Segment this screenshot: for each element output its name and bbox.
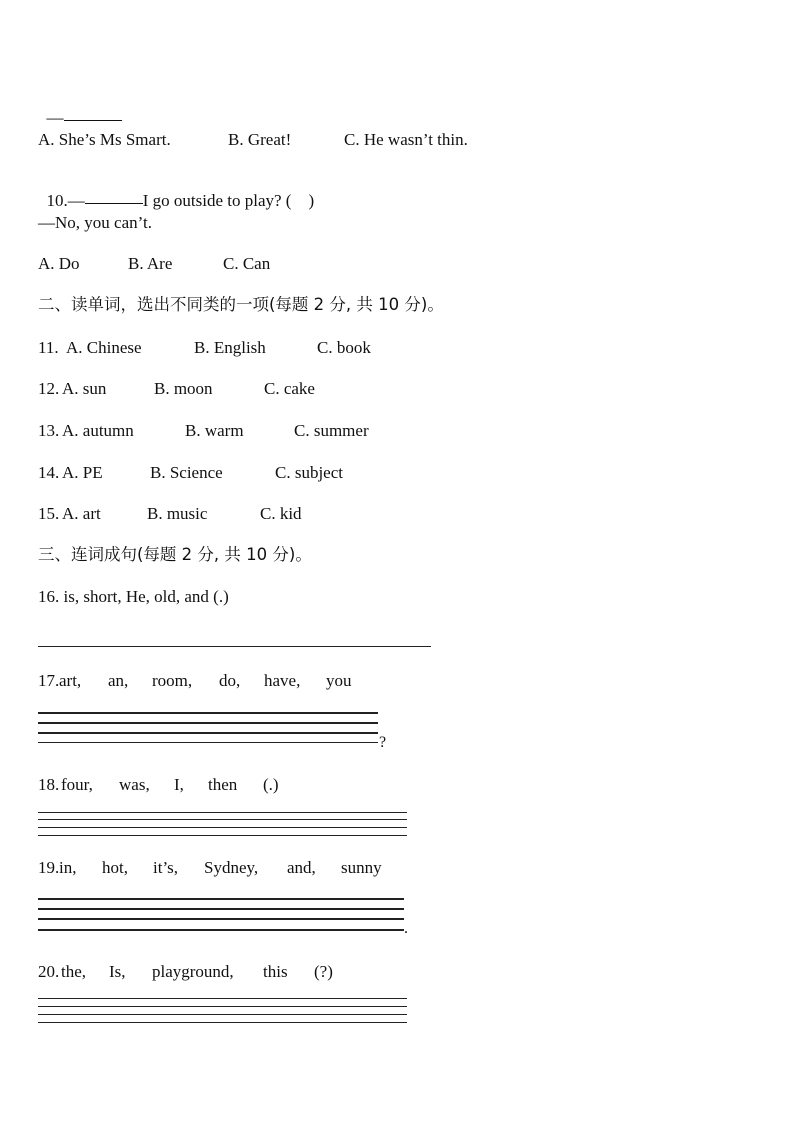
q16-prompt: 16. is, short, He, old, and (.) (38, 587, 229, 606)
q18-word: (.) (263, 775, 279, 794)
q19-word: and, (287, 858, 316, 877)
q17-answer-line[interactable] (38, 732, 378, 734)
q18-answer-line[interactable] (38, 812, 407, 813)
q17-word: room, (152, 671, 193, 690)
q17-word: you (326, 671, 352, 690)
q20-answer-line[interactable] (38, 1022, 407, 1023)
q17-word: do, (219, 671, 241, 690)
q17-answer-line[interactable] (38, 742, 378, 743)
q9-answer-line (38, 88, 122, 128)
q14-number: 14. (38, 463, 60, 482)
q10-option-b[interactable]: B. Are (128, 254, 173, 273)
q13-option-c[interactable]: C. summer (294, 421, 369, 440)
q12-option-b[interactable]: B. moon (154, 379, 213, 398)
q11-option-c[interactable]: C. book (317, 338, 371, 357)
q20-word: Is, (109, 962, 126, 981)
q17-word: art, (59, 671, 82, 690)
q19-answer-line[interactable] (38, 908, 404, 910)
section3-heading: 三、连词成句(每题 2 分, 共 10 分)。 (38, 545, 312, 564)
q18-answer-line[interactable] (38, 827, 407, 828)
q18-answer-line[interactable] (38, 819, 407, 820)
q15-option-a[interactable]: A. art (62, 504, 101, 523)
q9-option-b[interactable]: B. Great! (228, 130, 292, 149)
q19-word: it’s, (153, 858, 179, 877)
q20-prompt (38, 962, 538, 1102)
q19-word: hot, (102, 858, 128, 877)
q14-option-a[interactable]: A. PE (62, 463, 103, 482)
q11-number: 11. (38, 338, 59, 357)
q13-option-b[interactable]: B. warm (185, 421, 244, 440)
q20-word: the, (61, 962, 87, 981)
q19-word: Sydney, (204, 858, 259, 877)
section2-heading: 二、读单词，选出不同类的一项(每题 2 分, 共 10 分)。 (38, 295, 444, 314)
q17-end-mark: ? (379, 734, 387, 751)
q10-stem-text: I go outside to play? ( ) (142, 191, 315, 210)
q20-answer-line[interactable] (38, 998, 407, 999)
q13-number: 13. (38, 421, 60, 440)
q17-number: 17. (38, 671, 60, 690)
q20-word: this (263, 962, 288, 981)
q10-option-c[interactable]: C. Can (223, 254, 271, 273)
q18-word: was, (119, 775, 150, 794)
q10-blank[interactable] (85, 202, 143, 204)
q20-answer-line[interactable] (38, 1006, 407, 1007)
q10-reply: —No, you can’t. (38, 213, 152, 232)
q10-prefix: 10.— (46, 191, 85, 210)
q19-number: 19. (38, 858, 60, 877)
q19-answer-line[interactable] (38, 929, 404, 931)
q20-word: playground, (152, 962, 234, 981)
q10-options (38, 254, 638, 334)
q18-answer-line[interactable] (38, 835, 407, 836)
q14-option-b[interactable]: B. Science (150, 463, 223, 482)
q20-word: (?) (314, 962, 333, 981)
q18-word: four, (61, 775, 93, 794)
q18-word: I, (174, 775, 184, 794)
q11-option-a[interactable]: A. Chinese (66, 338, 142, 357)
q18-number: 18. (38, 775, 60, 794)
q19-word: in, (59, 858, 77, 877)
q17-word: an, (108, 671, 129, 690)
q17-answer-line[interactable] (38, 712, 378, 714)
q11-option-b[interactable]: B. English (194, 338, 266, 357)
q18-word: then (208, 775, 238, 794)
q12-number: 12. (38, 379, 60, 398)
q16-answer-line[interactable] (38, 646, 431, 647)
q13-option-a[interactable]: A. autumn (62, 421, 134, 440)
q9-option-a[interactable]: A. She’s Ms Smart. (38, 130, 171, 149)
q19-word: sunny (341, 858, 382, 877)
q20-answer-line[interactable] (38, 1014, 407, 1015)
q19-end-mark: . (404, 920, 408, 937)
q9-blank[interactable] (64, 119, 122, 121)
q19-answer-line[interactable] (38, 918, 404, 920)
q15-number: 15. (38, 504, 60, 523)
q12-option-a[interactable]: A. sun (62, 379, 107, 398)
q17-answer-line[interactable] (38, 722, 378, 724)
q17-word: have, (264, 671, 301, 690)
q9-option-c[interactable]: C. He wasn’t thin. (344, 130, 468, 149)
q10-option-a[interactable]: A. Do (38, 254, 80, 273)
q20-number: 20. (38, 962, 60, 981)
q9-dash: — (46, 108, 64, 127)
q15-option-c[interactable]: C. kid (260, 504, 302, 523)
q12-option-c[interactable]: C. cake (264, 379, 315, 398)
q14-option-c[interactable]: C. subject (275, 463, 343, 482)
q10-stem (38, 171, 314, 211)
q19-answer-line[interactable] (38, 898, 404, 900)
q15-option-b[interactable]: B. music (147, 504, 208, 523)
